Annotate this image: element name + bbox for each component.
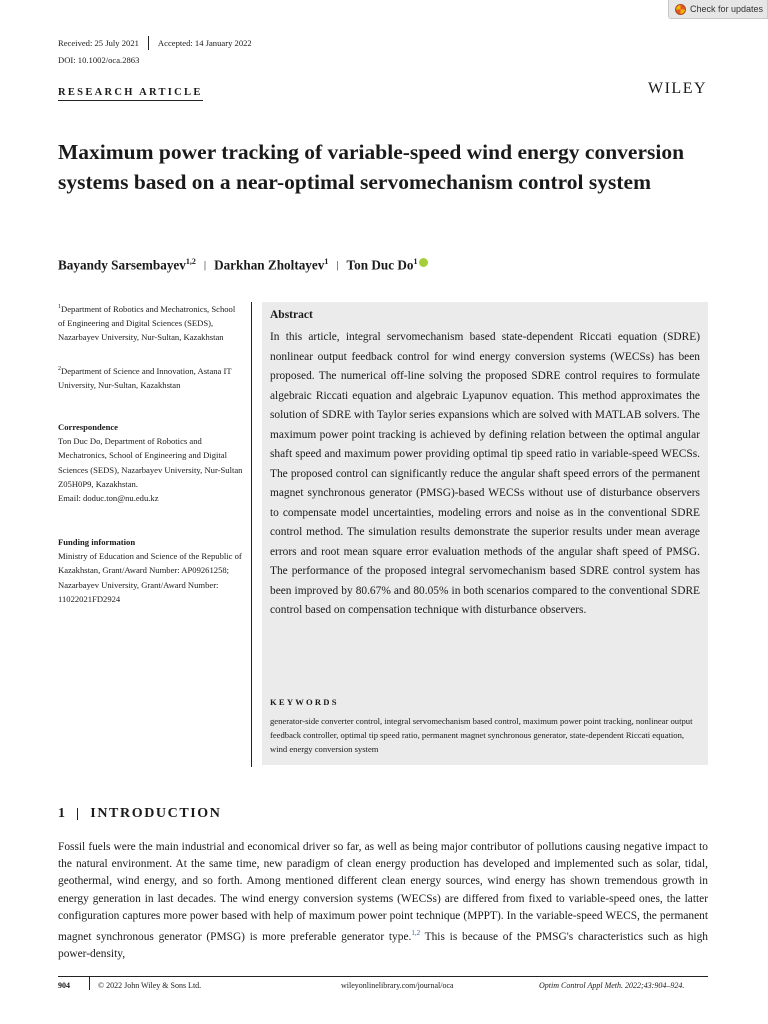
funding-text: Ministry of Education and Science of the Republic of Kazakhstan, Grant/Award Number: AP09261258; Nazarbayev University, Grant/Award Number: 11022021FD2924 — [58, 551, 242, 604]
correspondence-text: Ton Duc Do, Department of Robotics and Mechatronics, School of Engineering and Digital Sciences (SEDS), Nazarbayev University, Nur-Sultan Z05H0P9, Kazakhstan. — [58, 436, 243, 489]
funding-heading: Funding information — [58, 537, 136, 547]
abstract-text: In this article, integral servomechanism based state-dependent Riccati equation (SDRE) nonlinear output feedback control for wind energy conversion systems (WECSs) has been proposed. The numerical off-line solving the proposed SDRE control requires to formulate algebraic Riccati equation and algebraic Lyapunov equation. This method approximates the solution of SDRE with Taylor series expansions which are solved with MATLAB solvers. The maximum power point tracking is achieved by defining relation between the optimal angular shaft speed and maximum power providing optimal tip speed ratio in variable-speed WECSs. The proposed control can significantly reduce the angular shaft speed errors of the permanent magnet synchronous generator (PMSG)-based WECSs without use of disturbance observers to compensate model uncertainties, modeling errors and noise as in the conventional SDRE control method. The simulation results demonstrate the superior results under mean average errors and root mean square error evaluation methods of the angular shaft speed of PMSG. The performance of the proposed integral servomechanism based SDRE control system has been improved by 80.67% and 80.05% in both scenarios compared to the conventional SDRE control based on compensation technique with disturbance observers. — [270, 331, 700, 616]
citation-link[interactable]: 1,2 — [411, 929, 421, 938]
heading-divider — [77, 808, 78, 820]
received-date: Received: 25 July 2021 — [58, 38, 139, 48]
section-title: INTRODUCTION — [90, 806, 222, 821]
keywords-heading: KEYWORDS — [270, 697, 339, 707]
correspondence-block — [58, 420, 244, 505]
affiliation-1: $^1$Department of Robotics and Mechatronics, School of Engineering and Digital Sciences (SEDS), Nazarbayev University, Nur-Sultan, Kazakhstan — [58, 303, 236, 343]
check-for-updates-label: Check for updates — [690, 4, 764, 14]
orcid-icon[interactable] — [419, 258, 428, 267]
author-separator: | — [336, 259, 339, 272]
crossmark-icon — [675, 4, 686, 15]
funding-block — [58, 535, 244, 606]
author-list — [58, 257, 428, 273]
correspondence-heading: Correspondence — [58, 422, 118, 432]
author-name[interactable]: Bayandy Sarsembayev$^{1,2}$ — [58, 257, 196, 273]
article-dates — [58, 36, 252, 50]
keywords-text: generator-side converter control, integral servomechanism based control, maximum power point tracking, nonlinear output feedback controller, optimal tip speed ratio, permanent magnet synchronous generator, state-dependent Riccati equation, wind energy conversion system — [270, 716, 693, 755]
introduction-text: Fossil fuels were the main industrial and economical driver so far, as well as being major contributor of pollutions causing negative impact to the natural environment. At the same time, new paradigm of clean energy production has developed and implemented such as solar, tidal, geothermal, wind energy, and so forth. Among mentioned different clean energy sources, wind energy has shown tremendous growth in energy generation in last decades. The wind energy conversion systems (WECSs) are differed from fixed to variable-speed ones, the latter configuration captures more power based with help of maximum power point technique (MPPT). In the variable-speed WECS, the permanent magnet synchronous generator (PMSG) is more preferable generator type.$^{1,2}$ This is because of the PMSG's characteristics such as high power-density, — [58, 841, 708, 961]
accepted-date: Accepted: 14 January 2022 — [157, 38, 252, 48]
paper-title: Maximum power tracking of variable-speed wind energy conversion systems based on a near-optimal servomechanism control system — [58, 140, 685, 194]
introduction-heading — [58, 806, 222, 822]
author-separator: | — [203, 259, 207, 272]
section-label: RESEARCH ARTICLE — [58, 87, 203, 101]
author-name[interactable]: Ton Duc Do$^1$ — [346, 257, 418, 273]
author-name[interactable]: Darkhan Zholtayev$^1$ — [214, 257, 329, 273]
section-number: 1 — [58, 806, 65, 821]
sidebar-divider — [251, 302, 252, 767]
journal-url[interactable]: wileyonlinelibrary.com/journal/oca — [341, 981, 454, 990]
check-for-updates-button[interactable] — [668, 0, 768, 19]
copyright: © 2022 John Wiley & Sons Ltd. — [98, 981, 202, 990]
affiliation-2: $^2$Department of Science and Innovation, Astana IT University, Nur-Sultan, Kazakhstan — [58, 365, 232, 391]
publisher-logo: WILEY — [648, 80, 708, 97]
correspondence-email[interactable]: Email: doduc.ton@nu.edu.kz — [58, 493, 159, 504]
meta-divider — [148, 36, 149, 50]
footer-rule — [58, 976, 708, 977]
journal-citation: Optim Control Appl Meth. 2022;43:904–924. — [539, 981, 685, 990]
abstract-heading: Abstract — [270, 309, 313, 321]
footer-divider — [89, 976, 90, 990]
page-number: 904 — [58, 981, 70, 990]
doi: DOI: 10.1002/oca.2863 — [58, 55, 140, 65]
